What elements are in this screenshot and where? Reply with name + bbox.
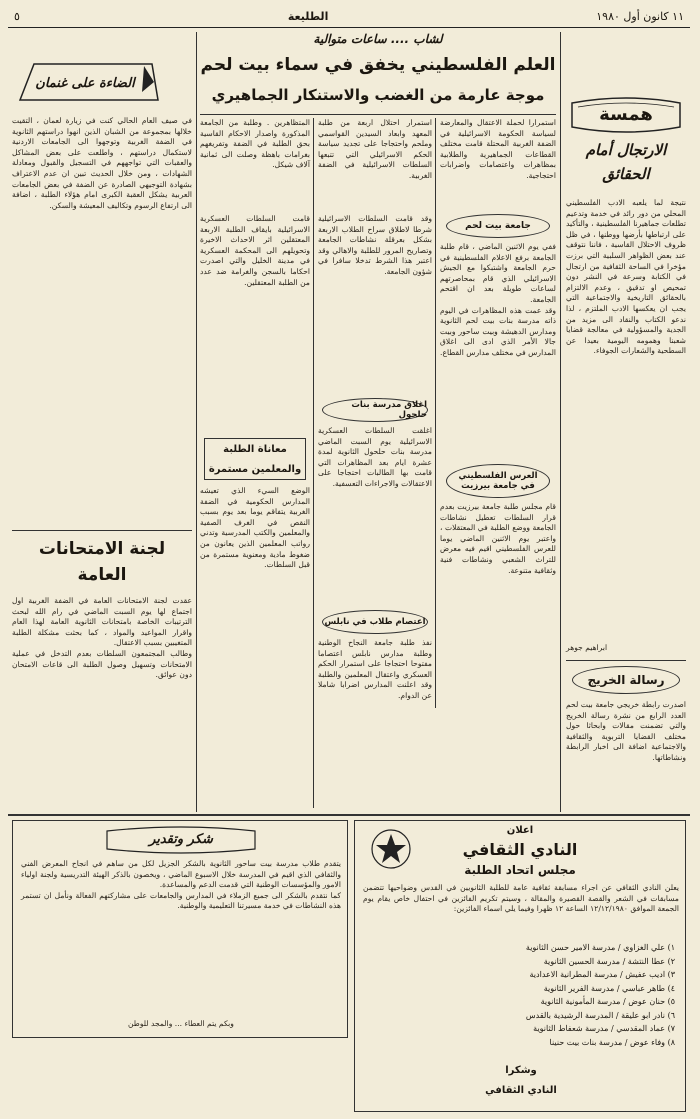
lead-col3-text: المتظاهرين . وطلبة من الجامعة المذكورة واصدار الاحكام القاسية بحق الطلبة في الضفة وتفريغهم بغرامات باهظة وصلت الى ثمانية آلاف شيكل. (197, 118, 310, 170)
club-emblem-icon (369, 827, 413, 871)
winner-item: ٦) نادر ابو عليقة / المدرسة الرشيدية بالقدس (525, 1010, 675, 1020)
lead-col1c-text: قام مجلس طلبة جامعة بيرزيت بعدم قرار السلطات تعطيل نشاطات الجامعة ووضع الطلبة في المعتقلات ، واعتبر يوم الاثنين الماضي يوما للعرس الفلسطيني اقيم فيه معرض للتراث الشعبي ونشاطات فنية وثقافية متنوعة. (437, 502, 556, 575)
column-divider (196, 32, 197, 812)
winner-item: ١) علي الغزاوي / مدرسة الامير حسن الثانوية (525, 943, 675, 952)
lead-col2b-text: وقد قامت السلطات الاسرائيلية شرطا لاطلاق سراح الطلاب الاربعة بشكل بعرقلة نشاطات الجامعة وتصاريح المرور للطلبة والاهالي وقد اعتبر هذا الشرط تدخلا سافرا في شؤون الجامعة. (315, 214, 432, 276)
club-thanks: وشكرا (505, 1065, 537, 1076)
winner-item: ٥) حنان عوض / مدرسة المأمونية الثانوية (540, 997, 675, 1006)
hamsa-badge (568, 95, 684, 135)
thanks-banner (103, 825, 259, 855)
club-heading: اعلان (506, 825, 534, 836)
hamsa-body: نتيجة لما يلعبه الادب الفلسطيني المحلي من دور رائد في خدمة وتدعيم تطلعات جماهيرنا الفلسطينية ، والتأكيد على ارتباطها بأرضها ووطنها ، في ظل ظروف الاحتلال القاسية ، فاننا نتوقف عند بعض الظواهر السلبية التي برزت مؤخرا في الساحة الثقافية من ارتجال في الكتابة وسرعة في النشر دون تمحيص او تدقيق ، وعدم الالتزام بالحقائق التاريخية والاجتماعية التي يجب ان يعكسها الادب الملتزم ، لذا ندعو الكتاب والنقاد الى مزيد من الجدية والمسؤولية في معالجة قضايا شعبنا وهمومه اليومية بعيدا عن السطحية والشعارات الجوفاء. (563, 198, 686, 356)
column-divider (313, 118, 314, 808)
exams-body: عقدت لجنة الامتحانات العامة في الضفة الغربية اول اجتماع لها يوم السبت الماضي في رام الله لبحث الترتيبات الخاصة بامتحانات الثانوية العامة لهذا العام واقرار المواعيد والمواد ، كما بحثت مشكلة الطلبة المتغيبين بسبب الاعتقال. وطالب المجتمعون السلطات بعدم التدخل في عملية الامتحانات وتسهيل وصول الطلبة الى قاعات الامتحان دون عوائق. (12, 596, 192, 680)
club-org: مجلس اتحاد الطلبة (464, 863, 576, 877)
club-intro: يعلن النادي الثقافي عن اجراء مسابقة ثقافية عامة للطلبة الثانويين في القدس وضواحيها تتضمن مسابقات في الشعر والقصة القصيرة والمقالة ، وسيتم تكريم الفائزين في احتفال خاص يقام يوم الجمعة الموافق ١٢/١٢/١٩٨٠ الساعة ١٢ ظهرا وفيما يلي اسماء الفائزين: (360, 883, 679, 914)
lead-col2d-text: نفذ طلبة جامعة النجاح الوطنية وطلبة مدارس نابلس اعتصاما مفتوحا احتجاجا على استمرار الحكم العسكري واعتقال المعلمين والطلبة وقد اعلنت المدارس اضرابا شاملا عن الدوام. (315, 638, 432, 700)
sub-nablus (322, 610, 428, 634)
lead-title: العلم الفلسطيني يخفق في سماء بيت لحم (200, 55, 556, 75)
sub-halhul (322, 398, 428, 422)
lead-col2c-text: اغلقت السلطات العسكرية الاسرائيلية يوم السبت الماضي مدرسة بنات حلحول الثانوية لمدة عشرة ايام بعد المظاهرات التي قامت بها الطالبات احتجاجا على الاعتقالات والاجراءات التعسفية. (315, 426, 432, 488)
winner-item: ٤) طاهر عباسي / مدرسة الفرير الثانوية (543, 983, 675, 993)
lead-divider (200, 114, 556, 115)
section-divider (8, 814, 690, 816)
lead-kicker: لشاب .... ساعات متوالية (313, 32, 443, 46)
thanks-title: شكر وتقدير (149, 832, 213, 847)
sub-teachers (204, 438, 306, 480)
thanks-signature: وبكم يتم العطاء ... والمجد للوطن (128, 1019, 234, 1028)
sub-bethlehem (446, 214, 550, 238)
sub-birzeit (446, 464, 550, 498)
column-divider (560, 32, 561, 812)
khuraij-body: اصدرت رابطة خريجي جامعة بيت لحم العدد الرابع من نشرة رسالة الخريج والتي تضمنت مقالات وابحاثا حول مختلف القضايا التربوية والثقافية والاجتماعية اضافة الى اخبار الرابطة ونشاطاتها. (563, 700, 686, 762)
divider (12, 530, 192, 531)
column-divider (435, 118, 436, 708)
sub-birzeit-text: العرس الفلسطيني في جامعة بيرزيت (458, 471, 538, 491)
thanks-body: يتقدم طلاب مدرسة بيت ساحور الثانوية بالشكر الجزيل لكل من ساهم في انجاح المعرض الفني والثقافي الذي اقيم في المدرسة خلال الاسبوع الماضي ، ويخصون بالذكر الهيئة التدريسية ولجنة اولياء الامور والمؤسسات الوطنية التي قدمت الدعم والمساعدة. كما نتقدم بالشكر الى جميع الزملاء في المدارس والجامعات على مشاركتهم الفعالة ونأمل ان تستمر هذه النشاطات في خدمة مسيرتنا التعليمية والوطنية. (21, 859, 341, 911)
hamsa-signature: ابراهيم جوهر (566, 643, 608, 652)
khuraij-title-text: رسالة الخريج (587, 673, 665, 687)
winner-item: ٣) اديب عفيش / مدرسة المطرانية الاعدادية (529, 970, 675, 979)
sub-bethlehem-text: جامعة بيت لحم (465, 221, 531, 231)
club-logo (369, 827, 413, 871)
lead-subtitle: موجة عارمة من الغضب والاستنكار الجماهيري (211, 86, 545, 104)
divider (566, 660, 686, 661)
lead-col1-text: استمرارا لحملة الاعتقال والمعارضة لسياسة الحكومة الاسرائيلية في الضفة الغربية المحتلة قامت مختلف القطاعات الجماهيرية والطلابية بمظاهرات واعتصامات واضرابات احتجاجية. (437, 118, 556, 180)
club-announcement (354, 820, 686, 1112)
club-signature: النادي الثقافي (485, 1085, 557, 1096)
sub-halhul-text: اغلاق مدرسة بنات حلحول (351, 400, 427, 420)
club-winners-list (395, 941, 675, 1055)
lead-col3b-text: قامت السلطات العسكرية الاسرائيلية بايقاف الطلبة الاربعة المعتقلين اثر الاحداث الاخيرة وتحويلهم الى المحكمة العسكرية في مدينة الخليل والتي اصدرت احكاما بالسجن والغرامة ضد عدد من الطلبة المعتقلين. (197, 214, 310, 287)
winner-item: ٢) عطا النتشة / مدرسة الحسين الثانوية (543, 956, 675, 966)
column-logo (14, 60, 164, 112)
club-name: النادي الثقافي (462, 840, 578, 859)
hamsa-title: الارتجال أمام الحقائق (585, 141, 667, 183)
header-page-number: ٥ (14, 10, 20, 23)
page-header (8, 6, 690, 28)
khuraij-title (572, 666, 680, 694)
sub-nablus-text: اعتصام طلاب في نابلس (324, 617, 426, 627)
header-paper-name: الطليعة (287, 10, 329, 23)
tarbush-body: في صيف العام الحالي كنت في زيارة لعمان ، التقيت خلالها بمجموعة من الشبان الذين انهوا دراستهم الثانوية في الضفة الغربية وتوجهوا الى الجامعات الاردنية لاستكمال دراستهم ، واطلعت على بعض المشاكل والعقبات التي تواجههم في التسجيل والقبول ومعادلة الشهادات ، ومن خلال الحديث تبين ان عدم الاعتراف بشهادة التوجيهي الصادرة عن الضفة في بعض الجامعات العربية يشكل العقبة الكبرى امام هؤلاء الطلبة ، اضافة الى ارتفاع الرسوم وتكاليف المعيشة والسكن. (9, 116, 192, 210)
exams-title: لجنة الامتحانات العامة (38, 539, 166, 585)
winner-item: ٧) عماد المقدسي / مدرسة شعفاط الثانوية (533, 1024, 675, 1033)
sub-teachers-text: معاناة الطلبة والمعلمين مستمرة (208, 444, 302, 475)
lead-col1b-text: ففي يوم الاثنين الماضي ، قام طلبة الجامعة برفع الاعلام الفلسطينية في حرم الجامعة واشتبكوا مع الجيش الاسرائيلي الذي قام بمحاصرتهم لساعات طويلة بعد ان اقتحم الجامعة. وقد عمت هذه المظاهرات في اليوم ذاته مدرسة بنات بيت لحم الثانوية ومدارس الدهيشة وبيت ساحور وبيت جالا الأمر الذي ادى الى اغلاق المدارس في مختلف مدارس القطاع. (440, 242, 556, 357)
winner-item: ٨) وفاء عوض / مدرسة بنات بيت حنينا (549, 1037, 675, 1047)
hamsa-badge-label: همسة (599, 104, 653, 125)
lead-col2-text: استمرار احتلال اربعة من طلبة المعهد وابعاد السيدين القواسمي وملحم واحتجاجا على تجديد سياسة الحكم الاسرائيلي التي تتبعها السلطات الاسرائيلية في الضفة الغربية. (315, 118, 432, 180)
header-date: ١١ كانون أول ١٩٨٠ (596, 10, 684, 23)
thanks-box (12, 820, 348, 1038)
tarbush-title: الضاءة على غنمان (35, 76, 135, 91)
lead-col3c-text: الوضع السيء الذي تعيشه المدارس الحكومية في الضفة الغربية يتفاقم يوما بعد يوم بسبب النقص في الغرف الصفية والمعلمين والكتب المدرسية وتدني رواتب المعلمين الذين يعانون من ضغوط مادية ومعنوية مستمرة من قبل السلطات. (197, 486, 310, 570)
